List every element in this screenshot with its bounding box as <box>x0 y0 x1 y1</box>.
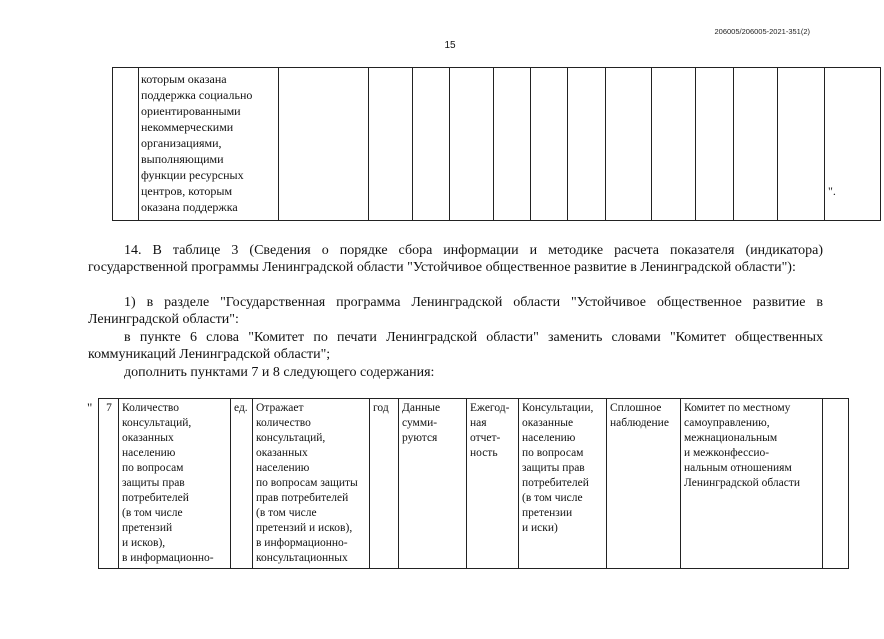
data-type-cell <box>399 399 467 569</box>
cell-line: по вопросам защиты <box>256 477 358 489</box>
cell-line: которым оказана <box>141 72 227 86</box>
cell-line: в информационно- <box>256 537 348 549</box>
cell-line: самоуправлению, <box>684 417 770 429</box>
cell-line: консультационных <box>256 552 348 564</box>
cell-line: межнациональным <box>684 432 778 444</box>
cell-line: и иски) <box>522 522 558 534</box>
cell-line: и исков), <box>122 537 166 549</box>
cell-line: количество <box>256 417 311 429</box>
cell-line: потребителей <box>122 492 189 504</box>
cell-line: Ленинградской области <box>684 477 801 489</box>
paragraph-point-6: в пункте 6 слова "Комитет по печати Ленинградской области" заменить словами "Комитет общественных коммуникаций Ленинградской области"; <box>88 330 823 362</box>
indicator-name-cell <box>139 68 279 221</box>
table-cell <box>494 68 531 221</box>
table-cell <box>568 68 606 221</box>
cell-line: и межконфессио- <box>684 447 770 459</box>
report-cell <box>467 399 519 569</box>
cell-line: выполняющими <box>141 152 224 166</box>
description-cell <box>253 399 370 569</box>
cell-line: Комитет по местному <box>684 402 791 414</box>
paragraph-add-points: дополнить пунктами 7 и 8 следующего содержания: <box>124 365 435 380</box>
cell-line: руются <box>402 432 438 444</box>
cell-line: организациями, <box>141 136 222 150</box>
paragraph-14: 14. В таблице 3 (Сведения о порядке сбора информации и методике расчета показателя (индикатора) государственной программы Ленинградской области "Устойчивое общественное развитие в Ленинградской области"): <box>88 243 823 275</box>
closing-quote: ". <box>828 184 836 198</box>
cell-line: Количество <box>122 402 179 414</box>
unit-cell: ед. <box>231 399 253 569</box>
opening-quote: " <box>87 400 93 415</box>
table-cell <box>606 68 652 221</box>
cell-line: наблюдение <box>610 417 669 429</box>
cell-line: отчет- <box>470 432 501 444</box>
document-number: 206005/206005-2021-351(2) <box>714 27 810 36</box>
method-cell <box>607 399 681 569</box>
cell-line: (в том числе <box>522 492 583 504</box>
indicator-name-cell <box>119 399 231 569</box>
cell-line: претензии <box>522 507 573 519</box>
cell-line: консультаций, <box>122 417 192 429</box>
cell-line: оказана поддержка <box>141 200 238 214</box>
cell-line: ная <box>470 417 487 429</box>
cell-line: центров, которым <box>141 184 233 198</box>
cell-line: населению <box>256 462 310 474</box>
cell-line: консультаций, <box>256 432 326 444</box>
cell-line: по вопросам <box>122 462 184 474</box>
cell-line: (в том числе <box>256 507 317 519</box>
cell-line: ность <box>470 447 498 459</box>
cell-line: потребителей <box>522 477 589 489</box>
table-cell <box>413 68 450 221</box>
cell-line: оказанных <box>256 447 308 459</box>
table-cell <box>652 68 696 221</box>
table-cell <box>450 68 494 221</box>
cell-line: ориентированными <box>141 104 241 118</box>
period-cell: год <box>370 399 399 569</box>
table-cell <box>823 399 849 569</box>
indicator-table-new-rows <box>98 398 849 569</box>
cell-line: населению <box>122 447 176 459</box>
cell-line: Консультации, <box>522 402 594 414</box>
cell-line: (в том числе <box>122 507 183 519</box>
cell-line: нальным отношениям <box>684 462 792 474</box>
cell-line: некоммерческими <box>141 120 234 134</box>
table-cell <box>778 68 825 221</box>
table-cell <box>696 68 734 221</box>
cell-line: населению <box>522 432 576 444</box>
cell-line: Сплошное <box>610 402 662 414</box>
paragraph-item-1: 1) в разделе "Государственная программа Ленинградской области "Устойчивое общественное развитие в Ленинградской области": <box>88 295 823 327</box>
table-cell <box>279 68 369 221</box>
cell-line: поддержка социально <box>141 88 253 102</box>
cell-line: оказанные <box>522 417 574 429</box>
indicator-table-fragment <box>112 67 881 221</box>
cell-line: защиты прав <box>122 477 185 489</box>
cell-line: по вопросам <box>522 447 584 459</box>
cell-line: Ежегод- <box>470 402 510 414</box>
row-number: 7 <box>99 399 119 569</box>
table-cell <box>734 68 778 221</box>
cell-line: оказанных <box>122 432 174 444</box>
cell-line: в информационно- <box>122 552 214 564</box>
cell-line: Данные <box>402 402 441 414</box>
cell-line: сумми- <box>402 417 438 429</box>
cell-line: Отражает <box>256 402 304 414</box>
responsible-cell <box>681 399 823 569</box>
cell-line: претензий <box>122 522 173 534</box>
table-cell <box>369 68 413 221</box>
source-cell <box>519 399 607 569</box>
table-cell <box>113 68 139 221</box>
cell-line: претензий и исков), <box>256 522 353 534</box>
cell-line: прав потребителей <box>256 492 349 504</box>
cell-line: защиты прав <box>522 462 585 474</box>
table-cell <box>531 68 568 221</box>
page-number: 15 <box>444 40 456 51</box>
cell-line: функции ресурсных <box>141 168 244 182</box>
